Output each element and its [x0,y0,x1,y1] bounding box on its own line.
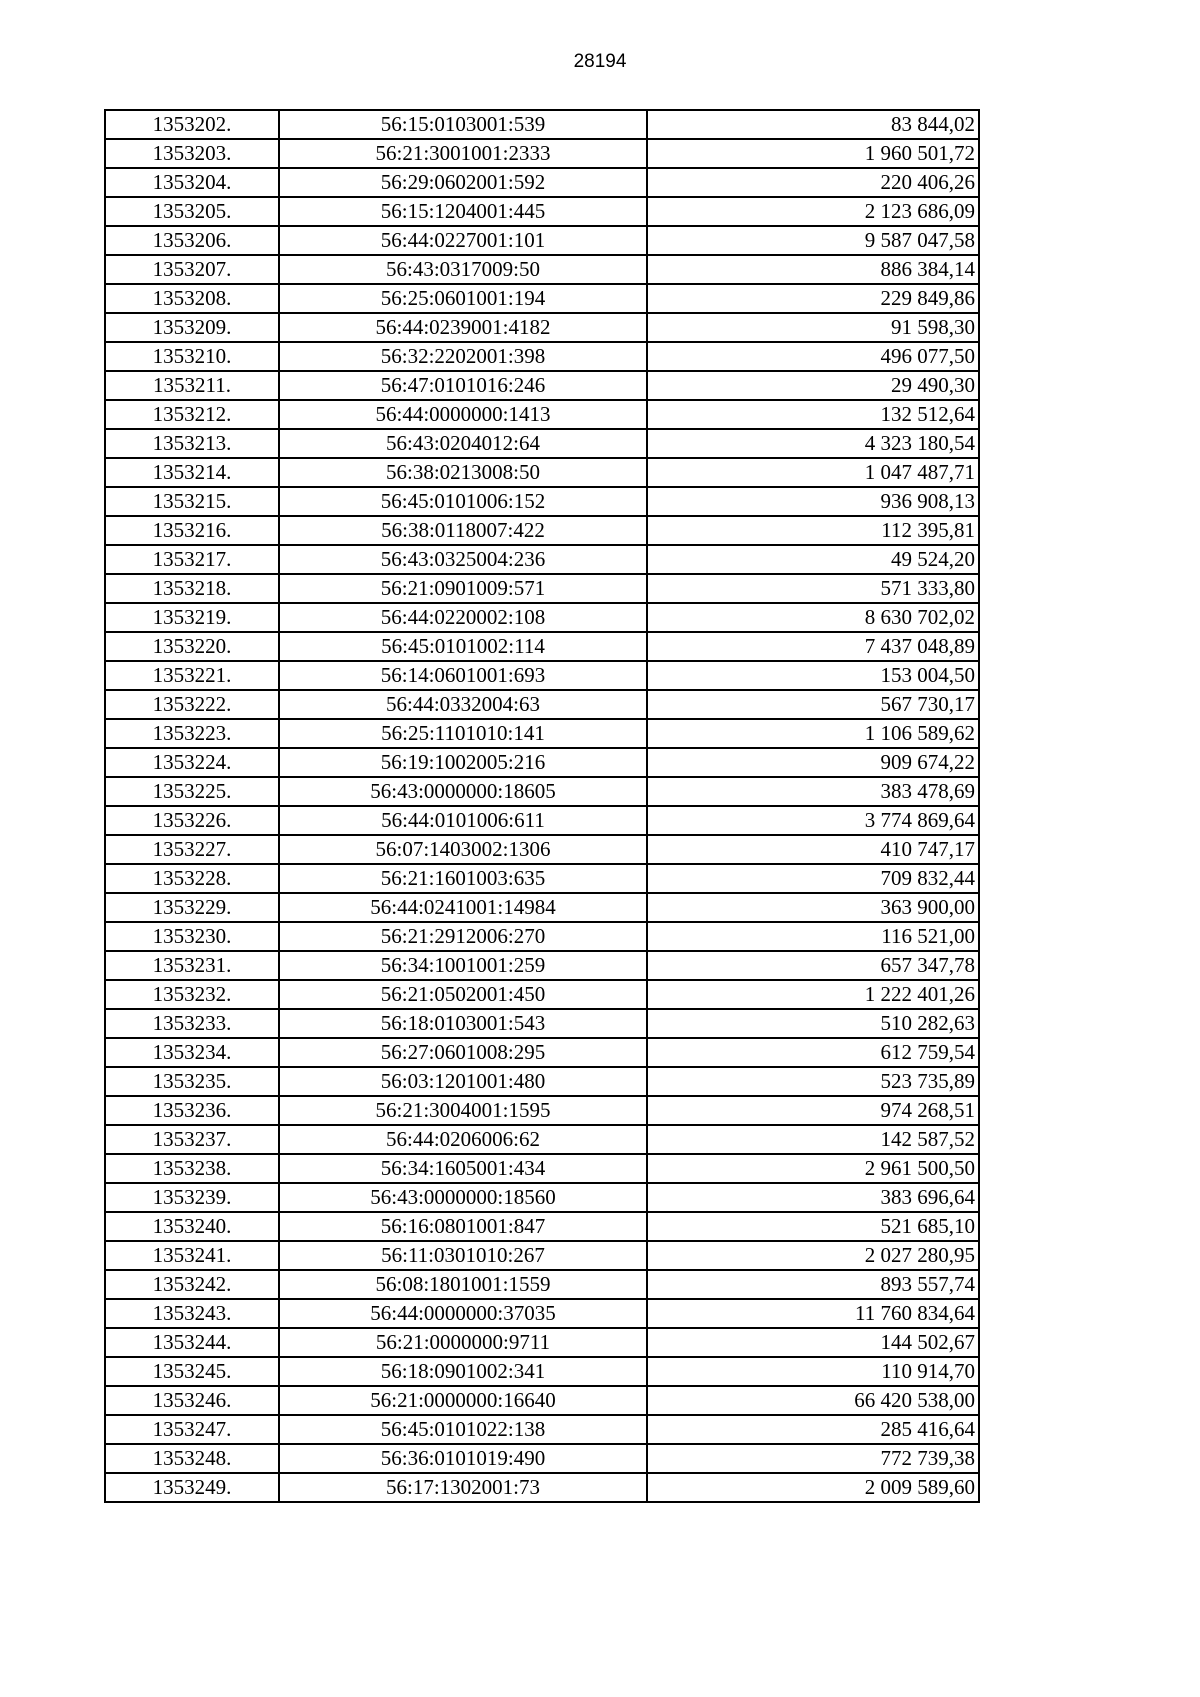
row-number-cell: 1353229. [105,893,279,922]
cadastral-number-cell: 56:43:0000000:18560 [279,1183,647,1212]
table-row [105,1270,979,1299]
row-number-cell: 1353248. [105,1444,279,1473]
table-body [105,110,979,1502]
row-number-cell: 1353215. [105,487,279,516]
table-row [105,1038,979,1067]
cadastral-value-cell: 363 900,00 [647,893,979,922]
cadastral-value-cell: 523 735,89 [647,1067,979,1096]
table-row [105,1299,979,1328]
table-row [105,632,979,661]
table-row [105,1241,979,1270]
cadastral-value-cell: 521 685,10 [647,1212,979,1241]
table-row [105,748,979,777]
cadastral-value-cell: 11 760 834,64 [647,1299,979,1328]
cadastral-number-cell: 56:47:0101016:246 [279,371,647,400]
cadastral-value-cell: 9 587 047,58 [647,226,979,255]
cadastral-value-cell: 1 222 401,26 [647,980,979,1009]
cadastral-number-cell: 56:43:0317009:50 [279,255,647,284]
cadastral-number-cell: 56:34:1001001:259 [279,951,647,980]
table-row [105,719,979,748]
cadastral-value-cell: 66 420 538,00 [647,1386,979,1415]
table-row [105,487,979,516]
cadastral-value-cell: 91 598,30 [647,313,979,342]
cadastral-number-cell: 56:45:0101006:152 [279,487,647,516]
cadastral-value-cell: 612 759,54 [647,1038,979,1067]
cadastral-number-cell: 56:44:0000000:1413 [279,400,647,429]
cadastral-value-cell: 510 282,63 [647,1009,979,1038]
cadastral-number-cell: 56:45:0101022:138 [279,1415,647,1444]
table-row [105,661,979,690]
row-number-cell: 1353202. [105,110,279,139]
cadastral-number-cell: 56:21:0000000:9711 [279,1328,647,1357]
cadastral-number-cell: 56:16:0801001:847 [279,1212,647,1241]
table-row [105,1415,979,1444]
row-number-cell: 1353245. [105,1357,279,1386]
table-row [105,980,979,1009]
table-row [105,1328,979,1357]
cadastral-number-cell: 56:36:0101019:490 [279,1444,647,1473]
row-number-cell: 1353213. [105,429,279,458]
table-row [105,864,979,893]
row-number-cell: 1353231. [105,951,279,980]
cadastral-number-cell: 56:15:0103001:539 [279,110,647,139]
table-row [105,429,979,458]
row-number-cell: 1353243. [105,1299,279,1328]
row-number-cell: 1353221. [105,661,279,690]
row-number-cell: 1353214. [105,458,279,487]
row-number-cell: 1353219. [105,603,279,632]
cadastral-number-cell: 56:44:0332004:63 [279,690,647,719]
cadastral-number-cell: 56:21:3004001:1595 [279,1096,647,1125]
table-row [105,371,979,400]
cadastral-value-cell: 8 630 702,02 [647,603,979,632]
table-row [105,1096,979,1125]
row-number-cell: 1353220. [105,632,279,661]
row-number-cell: 1353244. [105,1328,279,1357]
table-row [105,893,979,922]
cadastral-value-cell: 893 557,74 [647,1270,979,1299]
cadastral-number-cell: 56:38:0213008:50 [279,458,647,487]
row-number-cell: 1353222. [105,690,279,719]
cadastral-value-cell: 383 696,64 [647,1183,979,1212]
row-number-cell: 1353240. [105,1212,279,1241]
cadastral-number-cell: 56:44:0000000:37035 [279,1299,647,1328]
row-number-cell: 1353224. [105,748,279,777]
cadastral-value-cell: 142 587,52 [647,1125,979,1154]
table-row [105,1067,979,1096]
row-number-cell: 1353238. [105,1154,279,1183]
row-number-cell: 1353205. [105,197,279,226]
cadastral-number-cell: 56:43:0000000:18605 [279,777,647,806]
row-number-cell: 1353217. [105,545,279,574]
table-row [105,284,979,313]
cadastral-value-cell: 3 774 869,64 [647,806,979,835]
cadastral-number-cell: 56:15:1204001:445 [279,197,647,226]
table-row [105,313,979,342]
cadastral-value-cell: 909 674,22 [647,748,979,777]
cadastral-value-cell: 144 502,67 [647,1328,979,1357]
table-row [105,255,979,284]
table-row [105,139,979,168]
cadastral-value-cell: 496 077,50 [647,342,979,371]
row-number-cell: 1353208. [105,284,279,313]
cadastral-value-cell: 49 524,20 [647,545,979,574]
table-row [105,226,979,255]
table-row [105,806,979,835]
cadastral-number-cell: 56:19:1002005:216 [279,748,647,777]
cadastral-number-cell: 56:17:1302001:73 [279,1473,647,1502]
cadastral-number-cell: 56:07:1403002:1306 [279,835,647,864]
table-row [105,835,979,864]
row-number-cell: 1353204. [105,168,279,197]
row-number-cell: 1353234. [105,1038,279,1067]
table-row [105,777,979,806]
cadastral-value-cell: 29 490,30 [647,371,979,400]
cadastral-value-cell: 567 730,17 [647,690,979,719]
table-row [105,458,979,487]
table-row [105,951,979,980]
cadastral-value-cell: 2 027 280,95 [647,1241,979,1270]
cadastral-value-cell: 110 914,70 [647,1357,979,1386]
cadastral-value-cell: 657 347,78 [647,951,979,980]
cadastral-number-cell: 56:34:1605001:434 [279,1154,647,1183]
table-row [105,197,979,226]
cadastral-number-cell: 56:14:0601001:693 [279,661,647,690]
cadastral-number-cell: 56:21:3001001:2333 [279,139,647,168]
cadastral-value-cell: 153 004,50 [647,661,979,690]
table-row [105,922,979,951]
cadastral-number-cell: 56:43:0204012:64 [279,429,647,458]
row-number-cell: 1353246. [105,1386,279,1415]
cadastral-number-cell: 56:32:2202001:398 [279,342,647,371]
row-number-cell: 1353223. [105,719,279,748]
row-number-cell: 1353209. [105,313,279,342]
cadastral-value-cell: 285 416,64 [647,1415,979,1444]
cadastral-value-cell: 571 333,80 [647,574,979,603]
cadastral-value-cell: 112 395,81 [647,516,979,545]
cadastral-number-cell: 56:44:0101006:611 [279,806,647,835]
table-row [105,1125,979,1154]
cadastral-number-cell: 56:25:0601001:194 [279,284,647,313]
cadastral-value-cell: 2 123 686,09 [647,197,979,226]
cadastral-value-cell: 132 512,64 [647,400,979,429]
cadastral-number-cell: 56:21:0502001:450 [279,980,647,1009]
cadastral-number-cell: 56:44:0220002:108 [279,603,647,632]
cadastral-number-cell: 56:44:0239001:4182 [279,313,647,342]
cadastral-value-cell: 4 323 180,54 [647,429,979,458]
cadastral-number-cell: 56:11:0301010:267 [279,1241,647,1270]
cadastral-number-cell: 56:45:0101002:114 [279,632,647,661]
cadastral-value-cell: 1 106 589,62 [647,719,979,748]
table-row [105,168,979,197]
row-number-cell: 1353228. [105,864,279,893]
cadastral-value-cell: 7 437 048,89 [647,632,979,661]
row-number-cell: 1353225. [105,777,279,806]
row-number-cell: 1353211. [105,371,279,400]
cadastral-value-cell: 709 832,44 [647,864,979,893]
cadastral-number-cell: 56:21:0000000:16640 [279,1386,647,1415]
cadastral-number-cell: 56:18:0901002:341 [279,1357,647,1386]
cadastral-number-cell: 56:29:0602001:592 [279,168,647,197]
cadastral-value-cell: 772 739,38 [647,1444,979,1473]
cadastral-value-cell: 220 406,26 [647,168,979,197]
row-number-cell: 1353210. [105,342,279,371]
table-row [105,400,979,429]
row-number-cell: 1353249. [105,1473,279,1502]
cadastral-number-cell: 56:38:0118007:422 [279,516,647,545]
table-row [105,1386,979,1415]
cadastral-value-cell: 116 521,00 [647,922,979,951]
cadastral-number-cell: 56:44:0227001:101 [279,226,647,255]
table-row [105,1183,979,1212]
row-number-cell: 1353227. [105,835,279,864]
table-row [105,574,979,603]
table-row [105,1357,979,1386]
cadastral-number-cell: 56:18:0103001:543 [279,1009,647,1038]
cadastral-value-cell: 1 047 487,71 [647,458,979,487]
table-row [105,1154,979,1183]
table-row [105,1444,979,1473]
table-row [105,516,979,545]
row-number-cell: 1353237. [105,1125,279,1154]
cadastral-number-cell: 56:43:0325004:236 [279,545,647,574]
table-row [105,603,979,632]
cadastral-value-table [104,109,980,1503]
cadastral-value-cell: 410 747,17 [647,835,979,864]
table-row [105,1009,979,1038]
cadastral-value-cell: 886 384,14 [647,255,979,284]
cadastral-value-cell: 2 961 500,50 [647,1154,979,1183]
row-number-cell: 1353247. [105,1415,279,1444]
row-number-cell: 1353216. [105,516,279,545]
table-row [105,1212,979,1241]
cadastral-value-cell: 974 268,51 [647,1096,979,1125]
cadastral-value-cell: 936 908,13 [647,487,979,516]
cadastral-number-cell: 56:44:0206006:62 [279,1125,647,1154]
table-row [105,545,979,574]
cadastral-value-cell: 229 849,86 [647,284,979,313]
cadastral-value-cell: 83 844,02 [647,110,979,139]
row-number-cell: 1353233. [105,1009,279,1038]
row-number-cell: 1353242. [105,1270,279,1299]
row-number-cell: 1353235. [105,1067,279,1096]
row-number-cell: 1353241. [105,1241,279,1270]
table-row [105,690,979,719]
row-number-cell: 1353236. [105,1096,279,1125]
table-row [105,110,979,139]
cadastral-number-cell: 56:21:2912006:270 [279,922,647,951]
row-number-cell: 1353203. [105,139,279,168]
row-number-cell: 1353206. [105,226,279,255]
cadastral-number-cell: 56:27:0601008:295 [279,1038,647,1067]
row-number-cell: 1353230. [105,922,279,951]
cadastral-number-cell: 56:03:1201001:480 [279,1067,647,1096]
row-number-cell: 1353239. [105,1183,279,1212]
table-row [105,1473,979,1502]
row-number-cell: 1353232. [105,980,279,1009]
page-number: 28194 [573,51,627,72]
row-number-cell: 1353212. [105,400,279,429]
cadastral-number-cell: 56:21:1601003:635 [279,864,647,893]
row-number-cell: 1353226. [105,806,279,835]
cadastral-value-cell: 1 960 501,72 [647,139,979,168]
cadastral-number-cell: 56:21:0901009:571 [279,574,647,603]
row-number-cell: 1353207. [105,255,279,284]
cadastral-number-cell: 56:25:1101010:141 [279,719,647,748]
table-row [105,342,979,371]
cadastral-number-cell: 56:44:0241001:14984 [279,893,647,922]
row-number-cell: 1353218. [105,574,279,603]
cadastral-number-cell: 56:08:1801001:1559 [279,1270,647,1299]
cadastral-value-cell: 383 478,69 [647,777,979,806]
cadastral-value-cell: 2 009 589,60 [647,1473,979,1502]
